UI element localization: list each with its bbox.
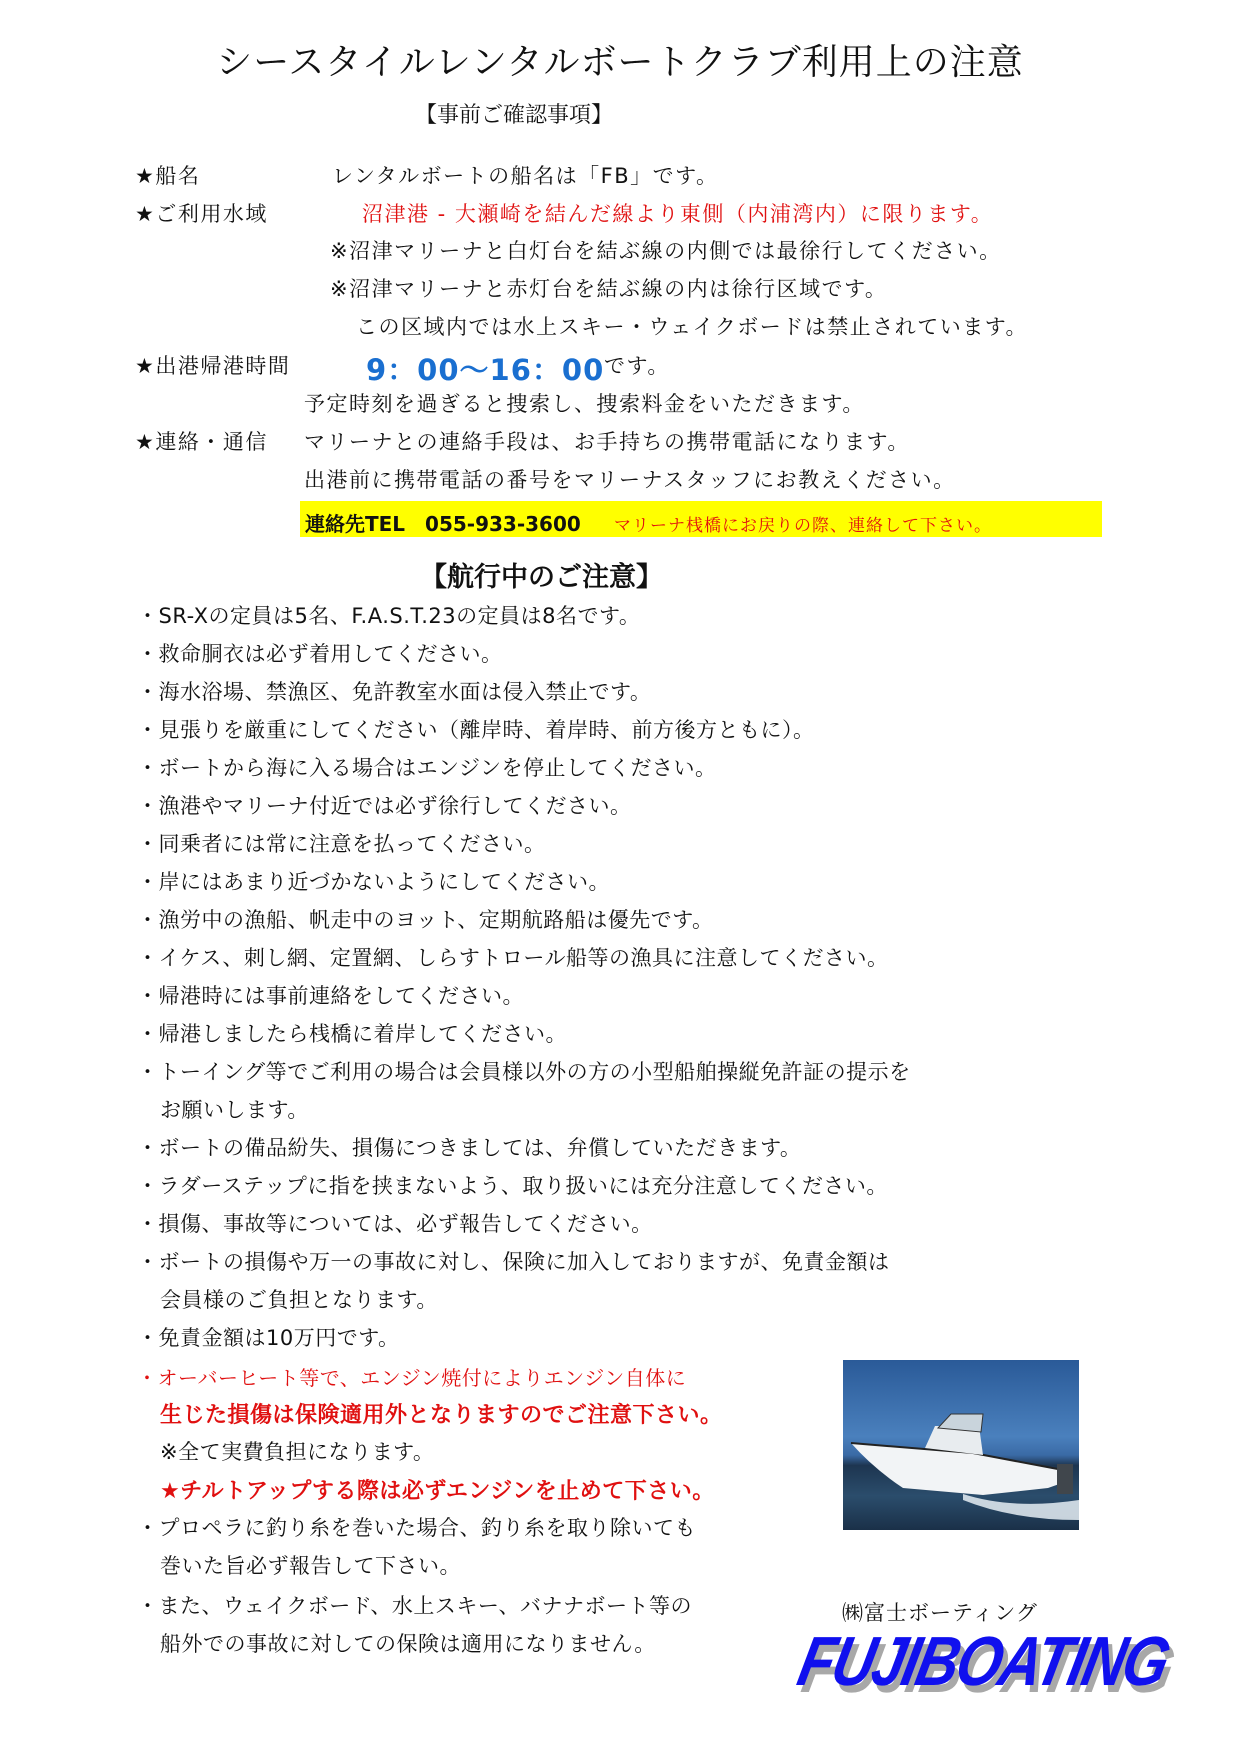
hours-note: 予定時刻を過ぎると捜索し、捜索料金をいただきます。 bbox=[304, 392, 865, 416]
list-item: ・帰港しましたら桟橋に着岸してください。 bbox=[137, 1022, 567, 1046]
boat-icon bbox=[843, 1360, 1079, 1530]
section-title-prechecks: 【事前ご確認事項】 bbox=[415, 103, 614, 128]
overheat-note: ※全て実費負担になります。 bbox=[160, 1440, 435, 1464]
list-item: ・損傷、事故等については、必ず報告してください。 bbox=[137, 1212, 653, 1236]
company-logo: FUJIBOATING bbox=[791, 1622, 1176, 1701]
list-item: ・海水浴場、禁漁区、免許教室水面は侵入禁止です。 bbox=[137, 680, 652, 704]
list-item: ・帰港時には事前連絡をしてください。 bbox=[137, 984, 524, 1008]
hours-suffix: です。 bbox=[604, 354, 670, 378]
propeller-note-2: 巻いた旨必ず報告して下さい。 bbox=[160, 1554, 461, 1578]
list-item-continuation: お願いします。 bbox=[160, 1098, 309, 1122]
area-note-2: ※沼津マリーナと赤灯台を結ぶ線の内は徐行区域です。 bbox=[330, 277, 888, 301]
list-item: ・ボートの損傷や万一の事故に対し、保険に加入しておりますが、免責金額は bbox=[137, 1250, 890, 1274]
wake-note-1: ・また、ウェイクボード、水上スキー、バナナボート等の bbox=[137, 1594, 693, 1618]
list-item: ・救命胴衣は必ず着用してください。 bbox=[137, 642, 503, 666]
area-restriction-text: 沼津港 - 大瀬崎を結んだ線より東側（内浦湾内）に限ります。 bbox=[362, 202, 994, 226]
area-note-3: この区域内では水上スキー・ウェイクボードは禁止されています。 bbox=[356, 315, 1029, 339]
list-item: ・漁港やマリーナ付近では必ず徐行してください。 bbox=[137, 794, 632, 818]
list-item-continuation: 会員様のご負担となります。 bbox=[160, 1288, 438, 1312]
list-item: ・ボートから海に入る場合はエンジンを停止してください。 bbox=[137, 756, 717, 780]
list-item: ・岸にはあまり近づかないようにしてください。 bbox=[137, 870, 610, 894]
list-item: ・トーイング等でご利用の場合は会員様以外の方の小型船舶操縦免許証の提示を bbox=[137, 1060, 911, 1084]
label-contact: ★連絡・通信 bbox=[135, 430, 268, 454]
company-name: ㈱富士ボーティング bbox=[842, 1601, 1038, 1625]
section-title-navigation: 【航行中のご注意】 bbox=[420, 562, 663, 593]
list-item: ・免責金額は10万円です。 bbox=[137, 1326, 400, 1350]
list-item: ・SR-Xの定員は5名、F.A.S.T.23の定員は8名です。 bbox=[137, 604, 641, 628]
propeller-note-1: ・プロペラに釣り糸を巻いた場合、釣り糸を取り除いても bbox=[137, 1516, 696, 1540]
list-item: ・イケス、刺し網、定置網、しらすトロール船等の漁具に注意してください。 bbox=[137, 946, 889, 970]
wake-note-2: 船外での事故に対しての保険は適用になりません。 bbox=[160, 1632, 656, 1656]
label-boat-name: ★船名 bbox=[135, 164, 201, 188]
overheat-warning-1: ・オーバーヒート等で、エンジン焼付によりエンジン自体に bbox=[137, 1366, 687, 1390]
contact-tel: 連絡先TEL 055-933-3600 bbox=[305, 512, 581, 536]
contact-text-1: マリーナとの連絡手段は、お手持ちの携帯電話になります。 bbox=[304, 430, 910, 454]
tilt-up-warning: ★チルトアップする際は必ずエンジンを止めて下さい。 bbox=[160, 1479, 715, 1504]
boat-name-text: レンタルボートの船名は「FB」です。 bbox=[332, 164, 719, 188]
list-item: ・同乗者には常に注意を払ってください。 bbox=[137, 832, 546, 856]
list-item: ・見張りを厳重にしてください（離岸時、着岸時、前方後方ともに）。 bbox=[137, 718, 815, 742]
contact-text-2: 出港前に携帯電話の番号をマリーナスタッフにお教えください。 bbox=[304, 468, 956, 492]
label-area: ★ご利用水域 bbox=[135, 202, 268, 226]
list-item: ・ラダーステップに指を挟まないよう、取り扱いには充分注意してください。 bbox=[137, 1174, 888, 1198]
overheat-warning-2: 生じた損傷は保険適用外となりますのでご注意下さい。 bbox=[160, 1403, 723, 1428]
operating-hours: 9：00～16：00 bbox=[366, 353, 605, 387]
boat-photo bbox=[843, 1360, 1079, 1530]
area-note-1: ※沼津マリーナと白灯台を結ぶ線の内側では最徐行してください。 bbox=[330, 239, 1002, 263]
list-item: ・漁労中の漁船、帆走中のヨット、定期航路船は優先です。 bbox=[137, 908, 714, 932]
page-title: シースタイルレンタルボートクラブ利用上の注意 bbox=[216, 42, 1024, 83]
label-hours: ★出港帰港時間 bbox=[135, 354, 291, 378]
list-item: ・ボートの備品紛失、損傷につきましては、弁償していただきます。 bbox=[137, 1136, 802, 1160]
contact-tel-note: マリーナ桟橋にお戻りの際、連絡して下さい。 bbox=[614, 516, 992, 536]
